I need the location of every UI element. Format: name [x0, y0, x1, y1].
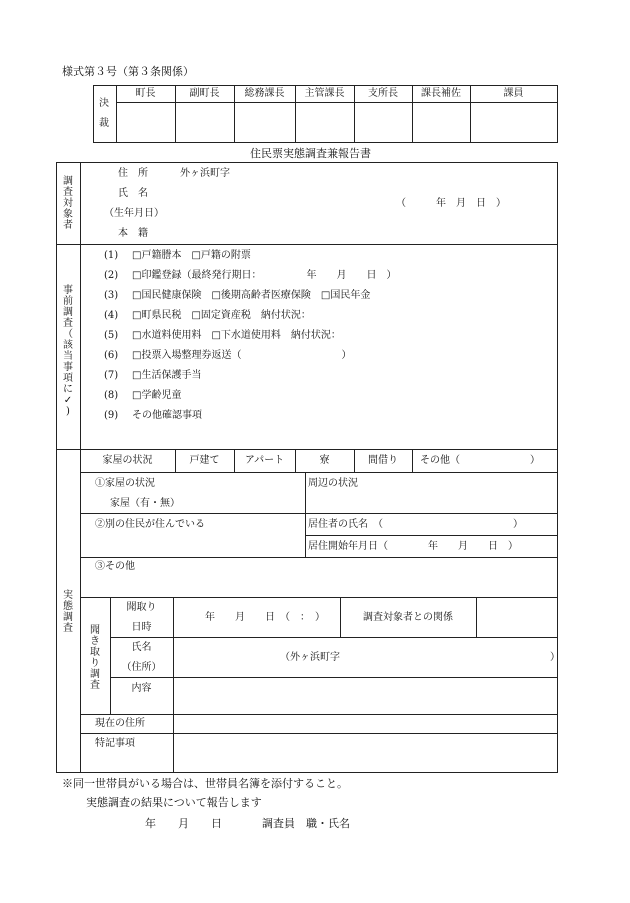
house-state-title: ①家屋の状況 [95, 478, 155, 489]
interviewee-label-1: 氏名 [131, 642, 152, 653]
approval-col-1: 町長 [135, 88, 156, 99]
precheck-text-5: □水道料使用料 □下水道使用料 納付状況： [132, 330, 341, 341]
house-option-detached: 戸建て [189, 455, 220, 466]
page-title: 住民票実態調査兼報告書 [250, 147, 371, 160]
precheck-text-2: □印鑑登録（最終発行期日： 年 月 日 ） [132, 270, 397, 281]
precheck-no-2: (2) [104, 270, 119, 281]
notes-label: 特記事項 [95, 738, 135, 749]
precheck-text-8: □学齢児童 [132, 390, 182, 401]
other-resident-title: ②別の住民が住んでいる [95, 519, 205, 530]
address-value: 外ヶ浜町字 [180, 168, 230, 179]
report-statement: 実態調査の結果について報告します [86, 796, 262, 809]
address-label: 住 所 [118, 168, 148, 179]
kessai-label-2: 裁 [99, 118, 109, 129]
interview-content-label: 内容 [131, 683, 152, 694]
interview-side-label: 聞 き 取 り 調 査 [90, 625, 100, 691]
precheck-text-4: □町県民税 □固定資産税 納付状況： [132, 310, 311, 321]
resident-name: 居住者の氏名 （ ） [308, 519, 523, 530]
house-label: 家屋の状況 [102, 455, 153, 466]
precheck-text-7: □生活保護手当 [132, 370, 202, 381]
approval-col-6: 課長補佐 [421, 88, 461, 99]
precheck-no-1: (1) [104, 250, 119, 261]
precheck-no-8: (8) [104, 390, 119, 401]
approval-col-2: 副町長 [189, 88, 220, 99]
survey-side-label: 実 態 調 査 [63, 590, 73, 634]
kessai-label-1: 決 [99, 98, 109, 109]
current-address-label: 現在の住所 [95, 718, 145, 729]
precheck-no-9: (9) [104, 410, 119, 421]
relation-label: 調査対象者との関係 [363, 612, 453, 623]
precheck-text-9: その他確認事項 [132, 410, 202, 421]
form-number: 様式第３号（第３条関係） [62, 65, 194, 78]
birth-value: （ 年 月 日 ） [396, 198, 506, 209]
approval-col-7: 課員 [503, 88, 524, 99]
approval-col-4: 主管課長 [304, 88, 345, 99]
precheck-no-7: (7) [104, 370, 119, 381]
interview-date-value: 年 月 日 （ ： ） [205, 612, 325, 623]
name-label: 氏 名 [118, 188, 148, 199]
interviewee-address: （外ヶ浜町字 ） [280, 652, 560, 663]
precheck-no-6: (6) [104, 350, 119, 361]
approval-col-5: 支所長 [368, 88, 398, 99]
precheck-no-4: (4) [104, 310, 119, 321]
report-date: 年 月 日 [145, 817, 222, 830]
investigator-label: 調査員 職・氏名 [262, 817, 350, 830]
house-option-apartment: アパート [244, 455, 285, 466]
interview-date-label-1: 聞取り [126, 602, 157, 613]
attachment-note: ※同一世帯員がいる場合は、世帯員名簿を添付すること。 [62, 777, 348, 790]
house-option-room-rental: 間借り [368, 455, 398, 466]
precheck-text-6: □投票入場整理券返送（ ） [132, 350, 352, 361]
domicile-label: 本 籍 [118, 228, 148, 239]
precheck-no-5: (5) [104, 330, 119, 341]
house-presence: 家屋（有・無） [110, 498, 180, 509]
precheck-side-label: 事 前 調 査 （ 該 当 事 項 に ✓ ) [63, 285, 73, 417]
approval-col-3: 総務課長 [244, 88, 285, 99]
precheck-no-3: (3) [104, 290, 119, 301]
interview-date-label-2: 日時 [131, 622, 152, 633]
precheck-text-3: □国民健康保険 □後期高齢者医療保険 □国民年金 [132, 290, 371, 301]
resident-start-date: 居住開始年月日（ 年 月 日 ） [308, 541, 518, 552]
other-title: ③その他 [95, 561, 135, 572]
surroundings-label: 周辺の状況 [308, 478, 358, 489]
birth-label: （生年月日） [104, 208, 164, 219]
house-option-other: その他（ ） [420, 455, 540, 466]
precheck-text-1: □戸籍謄本 □戸籍の附票 [132, 250, 251, 261]
house-option-dorm: 寮 [319, 455, 330, 466]
subject-side-label: 調 査 対 象 者 [63, 176, 73, 231]
interviewee-label-2: （住所） [121, 662, 162, 673]
